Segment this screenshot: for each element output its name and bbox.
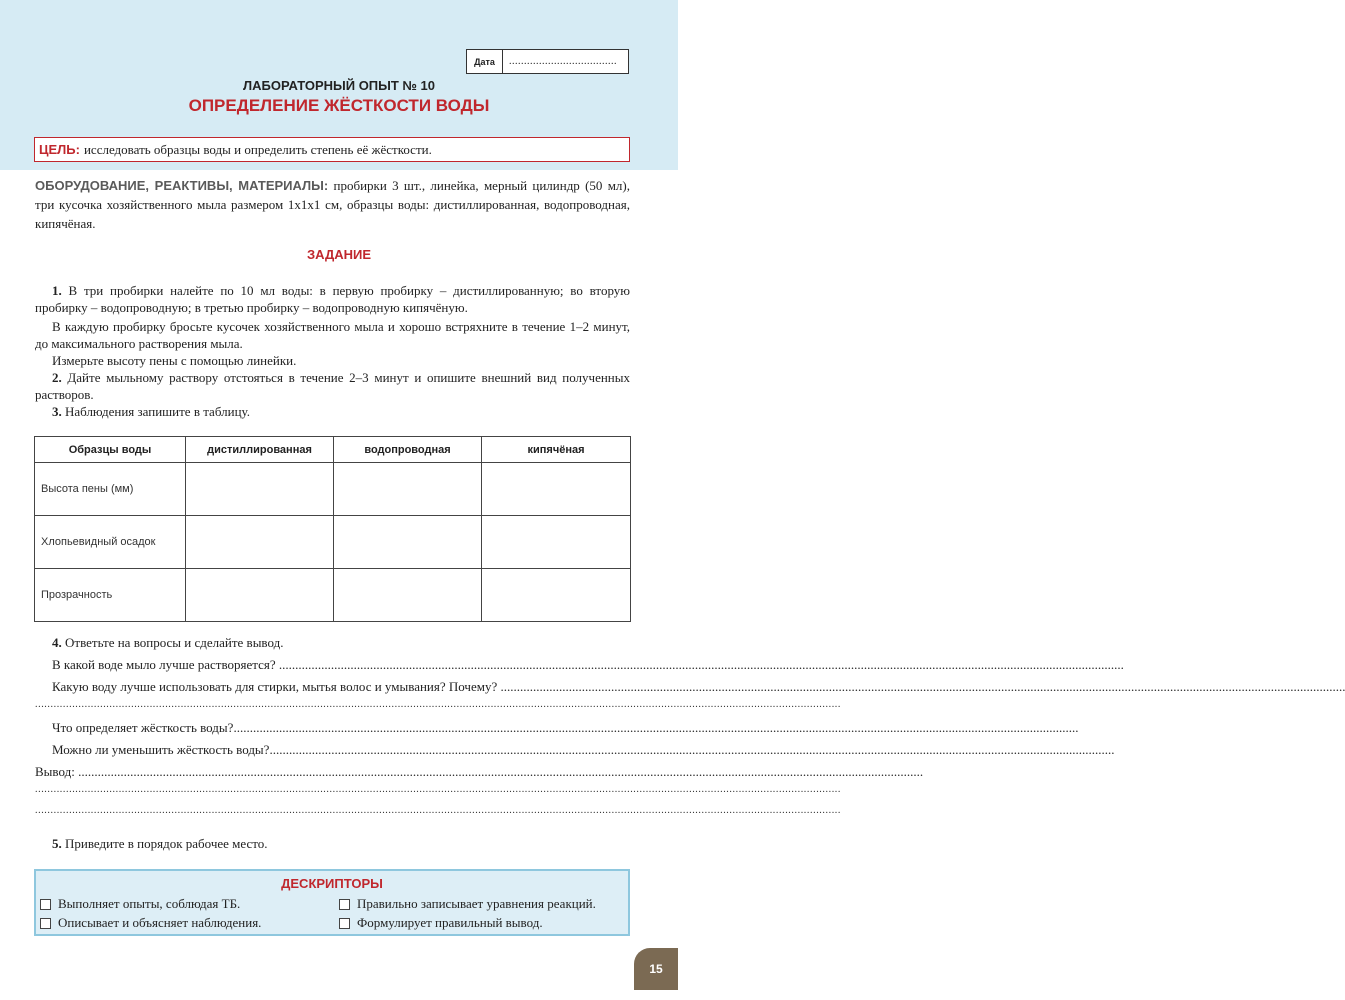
table-header: водопроводная xyxy=(334,437,482,463)
table-header-row xyxy=(35,437,631,463)
date-line: .................................... xyxy=(509,56,617,67)
equipment-text: пробирки 3 шт., линейка, мерный цилиндр (50 мл), три кусочка хозяйственного мыла размером 1х1х1 см, образцы воды: дистиллированная, водопроводная, кипячёная. xyxy=(35,178,631,231)
step-1-text: В три пробирки налейте по 10 мл воды: в первую пробирку – дистиллированную; во вторую пробирку – водопроводную; в третью пробирку – водопроводную кипячёную. xyxy=(35,283,630,315)
observation-table xyxy=(34,436,631,622)
checkbox[interactable] xyxy=(40,918,51,929)
step-1-para-3: Измерьте высоту пены с помощью линейки. xyxy=(52,353,297,368)
question-1[interactable]: В какой воде мыло лучше растворяется? .................................................................................................................................................................................................................................................................... xyxy=(52,657,1124,672)
question-4-text: Можно ли уменьшить жёсткость воды? xyxy=(52,742,270,757)
step-1-number: 1. xyxy=(52,283,62,298)
descriptor-item xyxy=(40,915,261,931)
step-2-number: 2. xyxy=(52,370,62,385)
answer-line[interactable]: .................................................................................................................................................................................................................................................................... xyxy=(35,784,841,795)
equipment-paragraph xyxy=(35,176,630,233)
step-3-number: 3. xyxy=(52,404,62,419)
descriptor-item xyxy=(339,896,596,912)
step-1 xyxy=(35,282,630,316)
table-cell[interactable] xyxy=(482,463,631,516)
table-cell[interactable] xyxy=(482,516,631,569)
table-cell[interactable] xyxy=(186,463,334,516)
answer-line[interactable]: .................................................................................................................................................................................................................................................................... xyxy=(35,805,841,816)
row-label: Высота пены (мм) xyxy=(35,463,186,516)
goal-box xyxy=(34,137,630,162)
goal-label: ЦЕЛЬ: xyxy=(39,142,80,157)
table-cell[interactable] xyxy=(334,516,482,569)
descriptor-text: Описывает и объясняет наблюдения. xyxy=(58,915,262,930)
step-4-text: Ответьте на вопросы и сделайте вывод. xyxy=(61,635,284,650)
date-label: Дата xyxy=(467,50,503,73)
table-header: кипячёная xyxy=(482,437,631,463)
question-4[interactable]: Можно ли уменьшить жёсткость воды?.................................................................................................................................................................................................................................................................... xyxy=(52,742,1115,757)
step-2 xyxy=(35,369,630,403)
step-3 xyxy=(35,403,630,420)
task-heading: ЗАДАНИЕ xyxy=(306,247,372,262)
table-cell[interactable] xyxy=(482,569,631,622)
table-row xyxy=(35,463,631,516)
question-3[interactable]: Что определяет жёсткость воды?.................................................................................................................................................................................................................................................................... xyxy=(52,720,1079,735)
table-cell[interactable] xyxy=(334,569,482,622)
question-2[interactable]: Какую воду лучше использовать для стирки, мытья волос и умывания? Почему? .................................................................................................................................................................................................................................................................... xyxy=(52,679,1345,694)
table-cell[interactable] xyxy=(186,569,334,622)
question-2-text: Какую воду лучше использовать для стирки, мытья волос и умывания? Почему? xyxy=(52,679,501,694)
checkbox[interactable] xyxy=(339,918,350,929)
row-label: Прозрачность xyxy=(35,569,186,622)
step-3-text: Наблюдения запишите в таблицу. xyxy=(61,404,250,419)
table-row xyxy=(35,569,631,622)
lab-title: ОПРЕДЕЛЕНИЕ ЖЁСТКОСТИ ВОДЫ xyxy=(188,96,490,115)
equipment-label: ОБОРУДОВАНИЕ, РЕАКТИВЫ, МАТЕРИАЛЫ: xyxy=(35,178,329,193)
descriptors-box xyxy=(34,869,630,936)
table-header: Образцы воды xyxy=(35,437,186,463)
question-1-text: В какой воде мыло лучше растворяется? xyxy=(52,657,279,672)
checkbox[interactable] xyxy=(339,899,350,910)
date-field[interactable] xyxy=(466,49,629,74)
checkbox[interactable] xyxy=(40,899,51,910)
descriptor-text: Правильно записывает уравнения реакций. xyxy=(357,896,596,911)
page-number: 15 xyxy=(634,948,678,990)
table-cell[interactable] xyxy=(334,463,482,516)
step-5-number: 5. xyxy=(52,836,62,851)
descriptor-item xyxy=(40,896,240,912)
row-label: Хлопьевидный осадок xyxy=(35,516,186,569)
step-2-text: Дайте мыльному раствору отстояться в течение 2–3 минут и опишите внешний вид полученных растворов. xyxy=(35,370,630,402)
lab-subtitle: ЛАБОРАТОРНЫЙ ОПЫТ № 10 xyxy=(242,78,435,93)
descriptors-heading: ДЕСКРИПТОРЫ xyxy=(281,876,383,891)
conclusion-line[interactable]: Вывод: .................................................................................................................................................................................................................................................................... xyxy=(35,764,924,779)
question-3-text: Что определяет жёсткость воды? xyxy=(52,720,234,735)
step-4 xyxy=(35,634,630,651)
table-cell[interactable] xyxy=(186,516,334,569)
step-5-text: Приведите в порядок рабочее место. xyxy=(61,836,268,851)
step-1-para-2: В каждую пробирку бросьте кусочек хозяйственного мыла и хорошо встряхните в течение 1–2 минут, до максимального растворения мыла. xyxy=(35,319,630,351)
step-4-number: 4. xyxy=(52,635,62,650)
conclusion-label: Вывод: xyxy=(35,764,79,779)
table-row xyxy=(35,516,631,569)
answer-line[interactable]: .................................................................................................................................................................................................................................................................... xyxy=(35,699,841,710)
goal-text: исследовать образцы воды и определить степень её жёсткости. xyxy=(83,141,432,157)
table-header: дистиллированная xyxy=(186,437,334,463)
descriptor-item xyxy=(339,915,543,931)
step-5 xyxy=(35,835,630,852)
descriptor-text: Формулирует правильный вывод. xyxy=(357,915,543,930)
descriptor-text: Выполняет опыты, соблюдая ТБ. xyxy=(58,896,241,911)
